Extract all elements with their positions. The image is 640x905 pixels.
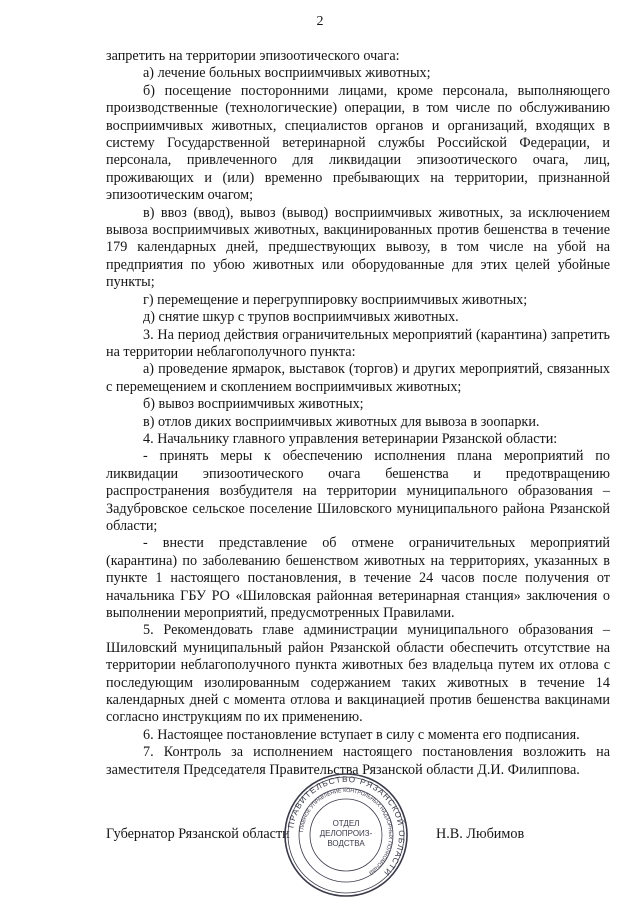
stamp-inner-text: ГЛАВНОЕ УПРАВЛЕНИЕ КОНТРОЛЬНЫХ НАДЗОРНЫХ ПОЛНОМОЧИЙ bbox=[299, 787, 394, 876]
paragraph: 4. Начальнику главного управления ветеринарии Рязанской области: bbox=[143, 430, 558, 447]
stamp-center-text: ОТДЕЛ ДЕЛОПРОИЗ-ВОДСТВА bbox=[319, 819, 373, 848]
paragraph: - принять меры к обеспечению исполнения плана мероприятий по ликвидации эпизоотического очага бешенства и предотвращению распространения возбудителя на территории муниципального образования – Задубровское сельское поселение Шиловского муниципального района Рязанской области; bbox=[106, 448, 610, 534]
paragraph: а) лечение больных восприимчивых животных; bbox=[143, 65, 431, 82]
signatory-name: Н.В. Любимов bbox=[436, 826, 525, 842]
paragraph: запретить на территории эпизоотического очага: bbox=[106, 48, 400, 64]
official-stamp bbox=[282, 771, 410, 899]
paragraph: г) перемещение и перегруппировку восприимчивых животных; bbox=[143, 291, 528, 308]
paragraph: б) посещение посторонними лицами, кроме персонала, выполняющего производственные (технологические) операции, в том числе по обслуживанию восприимчивых животных, специалистов органов и организаций, входящих в систему Государственной ветеринарной службы Российской Федерации, и персонала, привлеченного для ликвидации эпизоотического очага, лиц, проживающих и (или) временно пребывающих на территории, признанной эпизоотическим очагом; bbox=[106, 82, 610, 204]
paragraph: 7. Контроль за исполнением настоящего постановления возложить на заместителя Председателя Правительства Рязанской области Д.И. Филиппова. bbox=[106, 744, 610, 778]
paragraph: 3. На период действия ограничительных мероприятий (карантина) запретить на территории неблагополучного пункта: bbox=[106, 326, 610, 360]
paragraph: - внести представление об отмене ограничительных мероприятий (карантина) по заболеванию бешенством животных на территориях, указанных в пункте 1 настоящего постановления, в течение 24 часов после получения от начальника ГБУ РО «Шиловская районная ветеринарная станция» заключения о выполнении мероприятий, предусмотренных Правилами. bbox=[106, 535, 610, 621]
stamp-outer-text: ПРАВИТЕЛЬСТВО РЯЗАНСКОЙ ОБЛАСТИ bbox=[286, 774, 407, 878]
signatory-position: Губернатор Рязанской области bbox=[106, 826, 290, 842]
document-body bbox=[106, 48, 610, 779]
page-number: 2 bbox=[316, 14, 324, 29]
paragraph: 6. Настоящее постановление вступает в силу с момента его подписания. bbox=[143, 726, 580, 743]
paragraph: б) вывоз восприимчивых животных; bbox=[143, 396, 364, 413]
paragraph: в) ввоз (ввод), вывоз (вывод) восприимчивых животных, за исключением вывоза восприимчивых животных, вакцинированных против бешенства в течение 179 календарных дней, предшествующих вывозу, в том числе на убой на предприятия по убою животных или оборудованные для этих целей убойные пункты; bbox=[106, 204, 610, 291]
paragraph: а) проведение ярмарок, выставок (торгов) и других мероприятий, связанных с перемещением и скоплением восприимчивых животных; bbox=[106, 361, 610, 395]
paragraph: в) отлов диких восприимчивых животных для вывоза в зоопарки. bbox=[143, 413, 540, 430]
paragraph: 5. Рекомендовать главе администрации муниципального образования – Шиловский муниципальный район Рязанской области обеспечить отсутствие на территории неблагополучного пункта животных без владельца путем их отлова с последующим изолированным содержанием таких животных в течение 14 календарных дней с момента отлова и вакцинацией против бешенства вакцинами согласно инструкциям по их применению. bbox=[106, 622, 610, 726]
paragraph: д) снятие шкур с трупов восприимчивых животных. bbox=[143, 309, 459, 326]
